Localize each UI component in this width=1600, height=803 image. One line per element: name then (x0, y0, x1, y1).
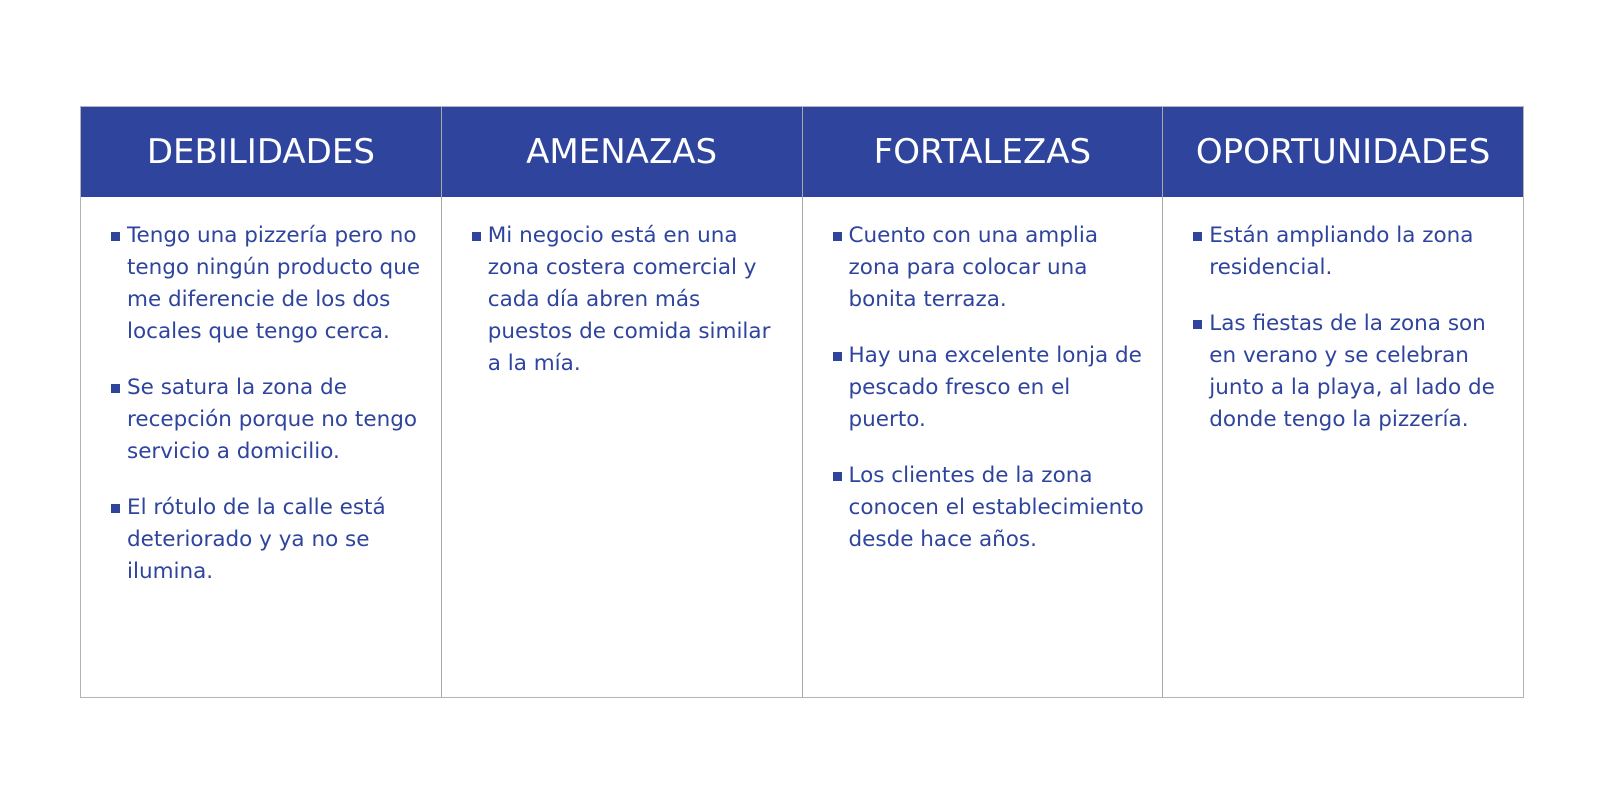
square-bullet-icon (111, 504, 120, 513)
list-item-text: Cuento con una amplia zona para colocar una bonita terraza. (848, 223, 1098, 312)
list-item (1193, 308, 1505, 436)
list-item-text: El rótulo de la calle está deteriorado y ya no se ilumina. (127, 495, 386, 584)
list-item (472, 220, 784, 380)
bullet-list (472, 220, 784, 380)
list-item (833, 460, 1145, 556)
column-header-amenazas: AMENAZAS (442, 107, 802, 197)
list-item-text: Mi negocio está en una zona costera comercial y cada día abren más puestos de comida similar a la mía. (487, 223, 771, 376)
square-bullet-icon (111, 384, 120, 393)
column-oportunidades (1163, 107, 1523, 697)
square-bullet-icon (833, 472, 842, 481)
list-item-text: Tengo una pizzería pero no tengo ningún producto que me diferencie de los dos locales que tengo cerca. (127, 223, 421, 344)
list-item (111, 372, 423, 468)
column-body-fortalezas (803, 197, 1163, 697)
list-item (111, 220, 423, 348)
list-item (833, 340, 1145, 436)
square-bullet-icon (111, 232, 120, 241)
list-item (111, 492, 423, 588)
column-header-debilidades: DEBILIDADES (81, 107, 441, 197)
list-item (1193, 220, 1505, 284)
square-bullet-icon (472, 232, 481, 241)
bullet-list (111, 220, 423, 588)
column-body-debilidades (81, 197, 441, 697)
column-header-oportunidades: OPORTUNIDADES (1163, 107, 1523, 197)
column-header-fortalezas: FORTALEZAS (803, 107, 1163, 197)
square-bullet-icon (833, 232, 842, 241)
column-fortalezas (803, 107, 1164, 697)
list-item-text: Hay una excelente lonja de pescado fresco en el puerto. (848, 343, 1142, 432)
list-item-text: Los clientes de la zona conocen el establecimiento desde hace años. (848, 463, 1144, 552)
column-body-amenazas (442, 197, 802, 697)
list-item-text: Las fiestas de la zona son en verano y se celebran junto a la playa, al lado de donde tengo la pizzería. (1209, 311, 1495, 432)
bullet-list (1193, 220, 1505, 436)
list-item-text: Se satura la zona de recepción porque no tengo servicio a domicilio. (127, 375, 417, 464)
column-body-oportunidades (1163, 197, 1523, 697)
column-debilidades (81, 107, 442, 697)
square-bullet-icon (1193, 232, 1202, 241)
square-bullet-icon (1193, 320, 1202, 329)
square-bullet-icon (833, 352, 842, 361)
list-item-text: Están ampliando la zona residencial. (1209, 223, 1474, 280)
bullet-list (833, 220, 1145, 556)
column-amenazas (442, 107, 803, 697)
swot-table (80, 106, 1524, 698)
list-item (833, 220, 1145, 316)
